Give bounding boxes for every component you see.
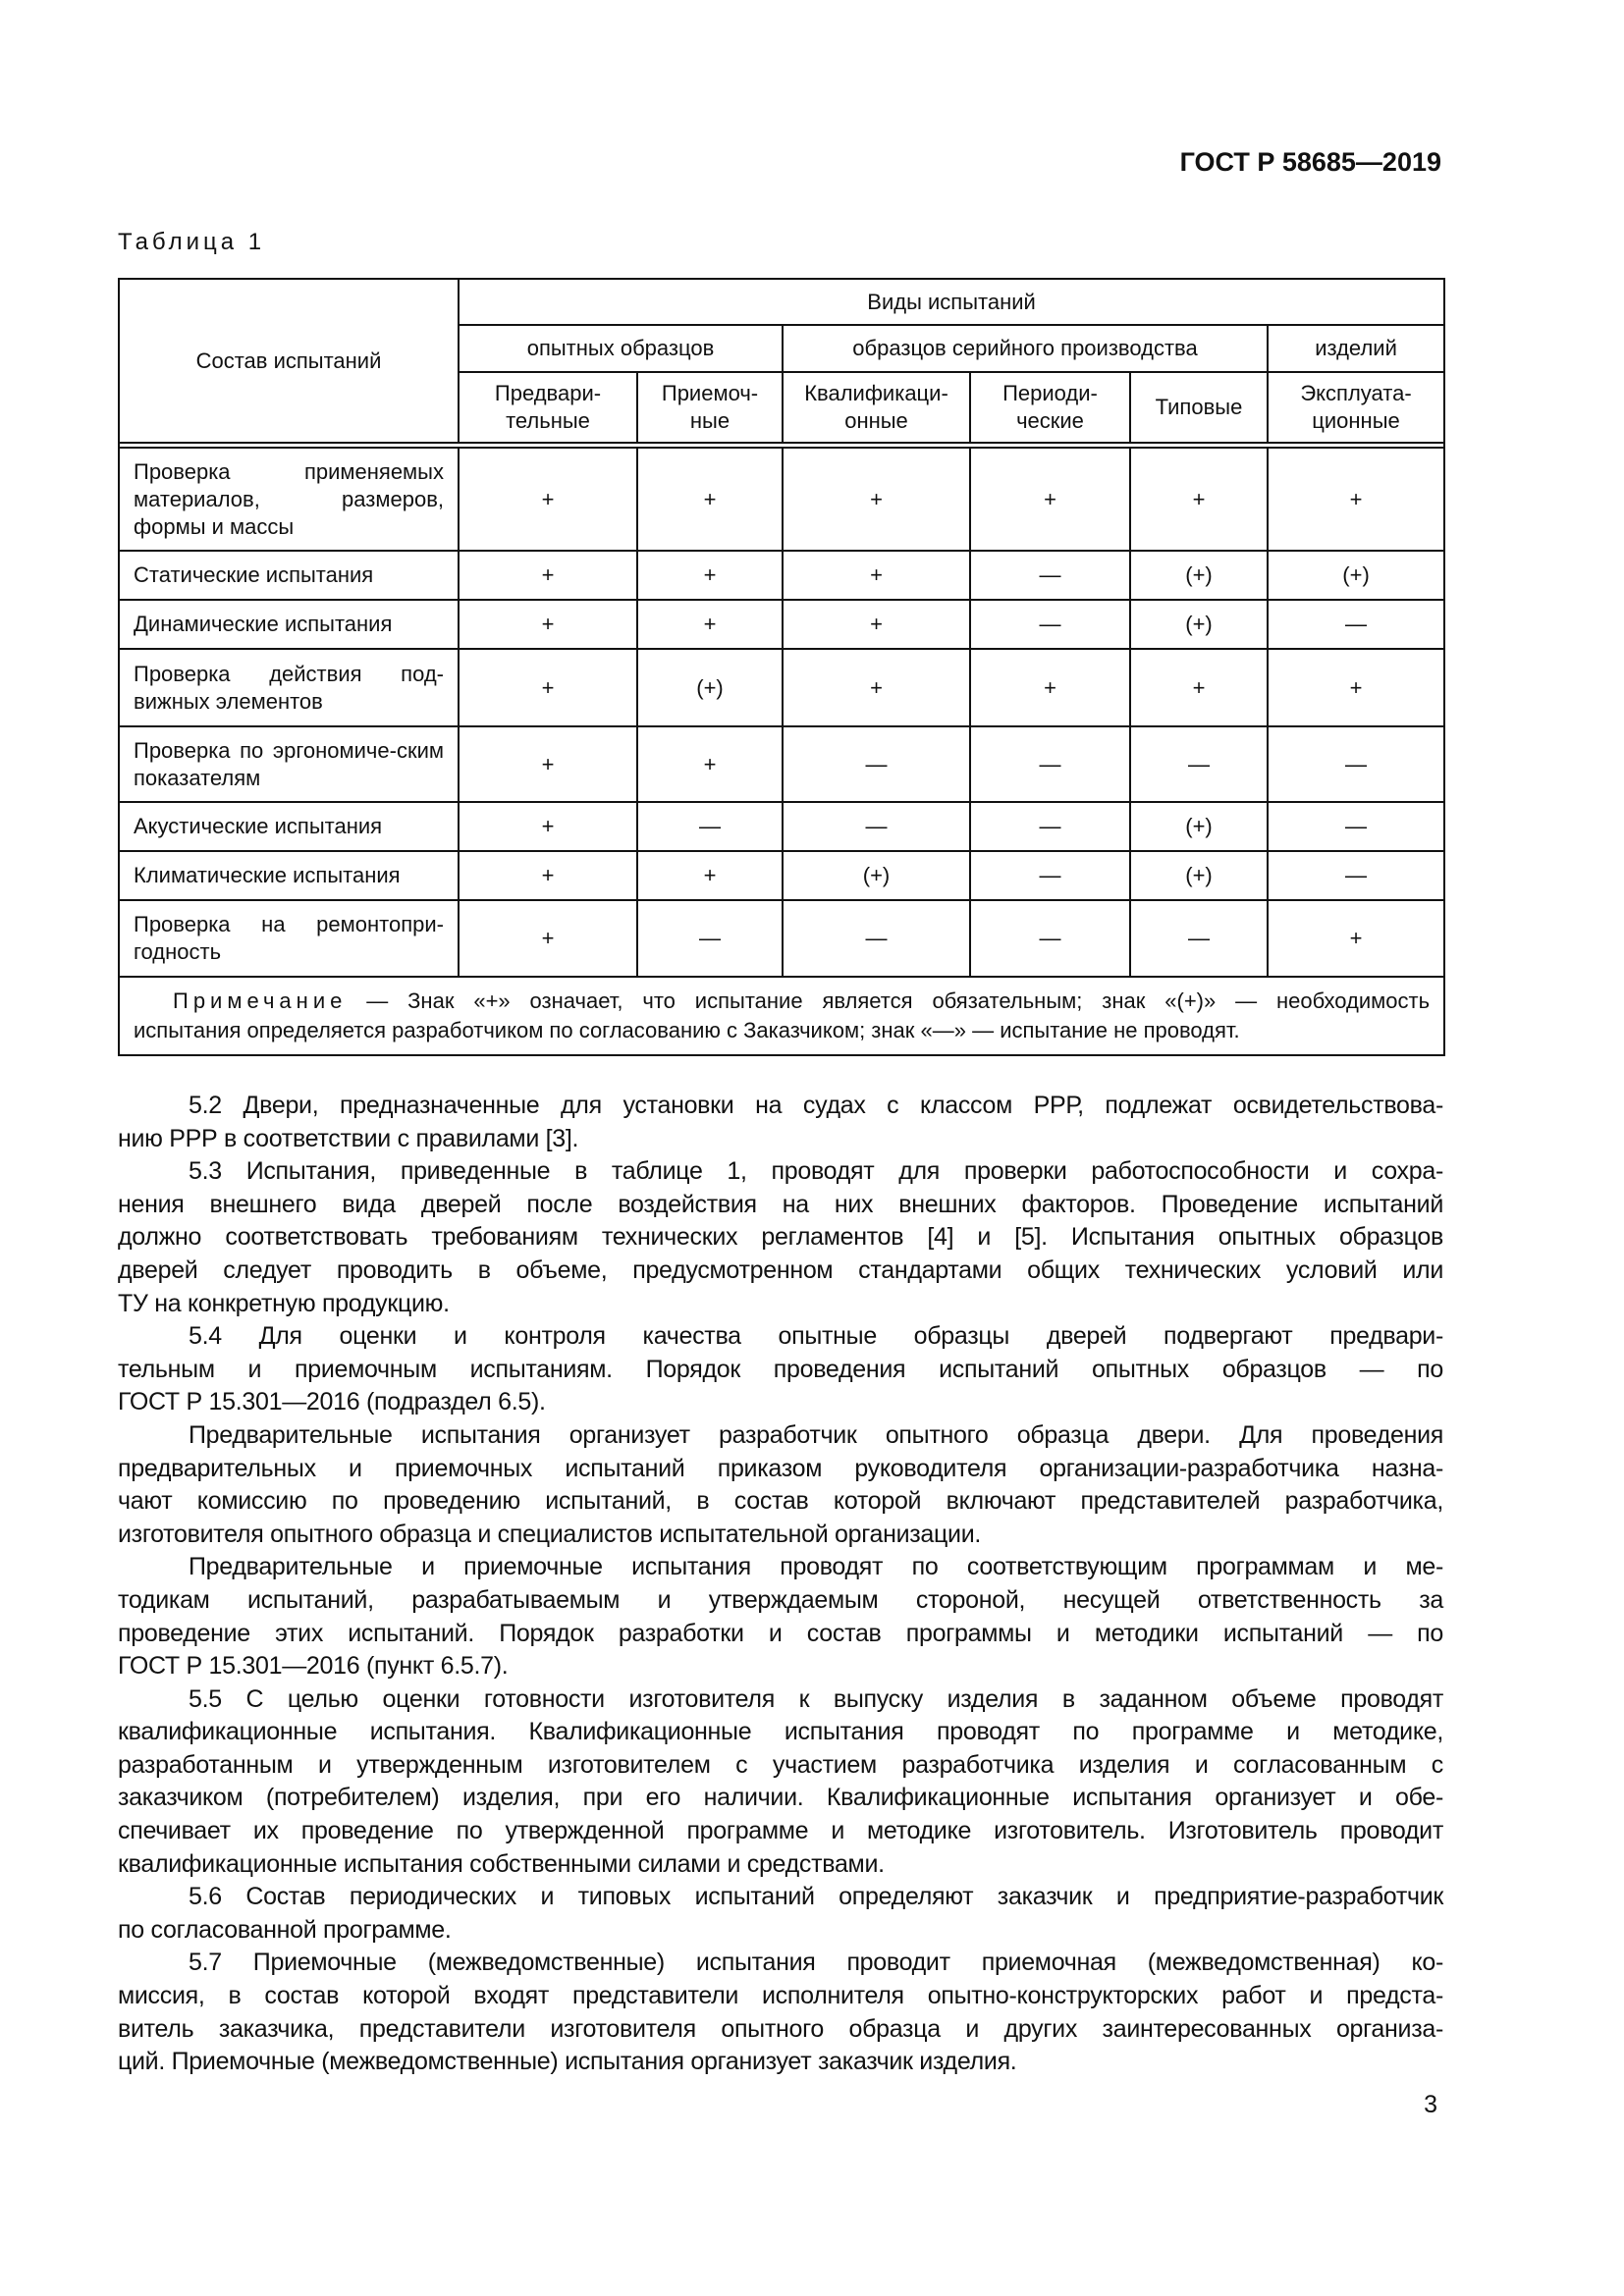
note-row bbox=[119, 977, 1444, 1055]
column-header: Эксплуата- ционные bbox=[1268, 372, 1444, 443]
test-mark: + bbox=[1268, 649, 1444, 726]
paragraph-line: проведение этих испытаний. Порядок разработки и состав программы и методики испытаний — по bbox=[118, 1619, 1443, 1647]
note-line-2: испытания определяется разработчиком по согласованию с Заказчиком; знак «—» — испытание не проводят. bbox=[134, 1018, 1240, 1042]
test-mark: — bbox=[970, 900, 1130, 977]
paragraph-line: миссия, в состав которой входят представители исполнителя опытно-конструкторских работ и предста- bbox=[118, 1982, 1443, 2010]
paragraph-line: квалификационные испытания собственными силами и средствами. bbox=[118, 1849, 885, 1878]
test-mark: — bbox=[783, 802, 970, 851]
test-mark: — bbox=[970, 600, 1130, 649]
test-mark: + bbox=[783, 649, 970, 726]
test-mark: (+) bbox=[1130, 551, 1268, 600]
test-mark: (+) bbox=[1130, 600, 1268, 649]
test-mark: + bbox=[1268, 900, 1444, 977]
test-mark: — bbox=[783, 726, 970, 802]
paragraph-line: 5.7 Приемочные (межведомственные) испытания проводит приемочная (межведомственная) ко- bbox=[189, 1949, 1443, 1977]
test-mark: — bbox=[1268, 600, 1444, 649]
test-name: Проверка действия под-вижных элементов bbox=[119, 649, 459, 726]
table-row bbox=[119, 900, 1444, 977]
body-text bbox=[118, 1090, 1443, 2079]
tests-table bbox=[118, 278, 1445, 1056]
paragraph-line: 5.5 С целью оценки готовности изготовителя к выпуску изделия в заданном объеме проводят bbox=[189, 1684, 1443, 1713]
paragraph bbox=[118, 1320, 1443, 1419]
paragraph-line: витель заказчика, представители изготовителя опытного образца и других заинтересованных организа- bbox=[118, 2014, 1443, 2043]
note-label: Примечание bbox=[173, 988, 348, 1013]
table-note bbox=[119, 977, 1444, 1055]
column-header: Периоди- ческие bbox=[970, 372, 1130, 443]
test-mark: — bbox=[637, 802, 783, 851]
test-mark: + bbox=[1130, 448, 1268, 551]
test-mark: + bbox=[783, 551, 970, 600]
table-row bbox=[119, 851, 1444, 900]
paragraph-line: изготовителя опытного образца и специалистов испытательной организации. bbox=[118, 1520, 982, 1548]
paragraph-line: спечивает их проведение по утвержденной программе и методике изготовитель. Изготовитель проводит bbox=[118, 1817, 1443, 1845]
column-header: Квалификаци- онные bbox=[783, 372, 970, 443]
test-mark: — bbox=[970, 851, 1130, 900]
paragraph-line: предварительных и приемочных испытаний приказом руководителя организации-разработчика назна- bbox=[118, 1454, 1443, 1482]
paragraph bbox=[118, 1155, 1443, 1320]
test-mark: — bbox=[1130, 900, 1268, 977]
paragraph bbox=[118, 1551, 1443, 1682]
paragraph-line: должно соответствовать требованиям технических регламентов [4] и [5]. Испытания опытных образцов bbox=[118, 1223, 1443, 1252]
table-row bbox=[119, 551, 1444, 600]
table-row bbox=[119, 448, 1444, 551]
test-mark: + bbox=[970, 649, 1130, 726]
test-mark: — bbox=[637, 900, 783, 977]
table-caption: Таблица 1 bbox=[118, 229, 266, 255]
paragraph-line: нию РРР в соответствии с правилами [3]. bbox=[118, 1124, 579, 1152]
column-header: Приемоч- ные bbox=[637, 372, 783, 443]
test-name: Климатические испытания bbox=[119, 851, 459, 900]
paragraph-line: 5.3 Испытания, приведенные в таблице 1, проводят для проверки работоспособности и сохра- bbox=[189, 1157, 1443, 1186]
test-mark: + bbox=[459, 900, 637, 977]
paragraph-line: тодикам испытаний, разрабатываемым и утверждаемым стороной, несущей ответственность за bbox=[118, 1585, 1443, 1614]
table-row bbox=[119, 600, 1444, 649]
paragraph bbox=[118, 1419, 1443, 1551]
test-mark: + bbox=[459, 802, 637, 851]
test-mark: (+) bbox=[1268, 551, 1444, 600]
test-name: Проверка на ремонтопри-годность bbox=[119, 900, 459, 977]
test-mark: — bbox=[783, 900, 970, 977]
paragraph-line: ТУ на конкретную продукцию. bbox=[118, 1289, 450, 1317]
test-mark: + bbox=[970, 448, 1130, 551]
test-mark: + bbox=[459, 851, 637, 900]
document-code: ГОСТ Р 58685—2019 bbox=[1179, 147, 1441, 177]
test-mark: + bbox=[1268, 448, 1444, 551]
paragraph-line: разработанным и утвержденным изготовителем с участием разработчика изделия и согласованным с bbox=[118, 1750, 1443, 1779]
test-mark: + bbox=[783, 600, 970, 649]
test-name: Проверка по эргономиче-ским показателям bbox=[119, 726, 459, 802]
paragraph bbox=[118, 1881, 1443, 1947]
table-row bbox=[119, 802, 1444, 851]
test-mark: — bbox=[970, 551, 1130, 600]
table-row bbox=[119, 649, 1444, 726]
test-mark: — bbox=[970, 802, 1130, 851]
test-mark: + bbox=[1130, 649, 1268, 726]
paragraph-line: нения внешнего вида дверей после воздействия на них внешних факторов. Проведение испытаний bbox=[118, 1190, 1443, 1218]
note-line-1 bbox=[134, 987, 1430, 1016]
test-mark: (+) bbox=[1130, 802, 1268, 851]
test-name: Статические испытания bbox=[119, 551, 459, 600]
test-mark: + bbox=[459, 551, 637, 600]
paragraph-line: квалификационные испытания. Квалификационные испытания проводят по программе и методике, bbox=[118, 1718, 1443, 1746]
header-composition: Состав испытаний bbox=[119, 279, 459, 443]
test-mark: — bbox=[1268, 802, 1444, 851]
test-name: Динамические испытания bbox=[119, 600, 459, 649]
test-mark: (+) bbox=[1130, 851, 1268, 900]
note-text-1: — Знак «+» означает, что испытание является обязательным; знак «(+)» — необходимость bbox=[366, 988, 1431, 1013]
paragraph-line: дверей следует проводить в объеме, предусмотренном стандартами общих технических условий или bbox=[118, 1255, 1443, 1284]
paragraph-line: ГОСТ Р 15.301—2016 (пункт 6.5.7). bbox=[118, 1652, 509, 1681]
test-name: Акустические испытания bbox=[119, 802, 459, 851]
paragraph-line: 5.6 Состав периодических и типовых испытаний определяют заказчик и предприятие-разработчик bbox=[189, 1883, 1443, 1911]
test-mark: + bbox=[459, 726, 637, 802]
column-header: Предвари- тельные bbox=[459, 372, 637, 443]
test-name: Проверка применяемых материалов, размеров, формы и массы bbox=[119, 448, 459, 551]
header-group-prototypes: опытных образцов bbox=[459, 325, 783, 372]
test-mark: (+) bbox=[783, 851, 970, 900]
test-mark: + bbox=[459, 600, 637, 649]
test-mark: — bbox=[1268, 726, 1444, 802]
paragraph-line: ГОСТ Р 15.301—2016 (подраздел 6.5). bbox=[118, 1388, 546, 1416]
paragraph-line: тельным и приемочным испытаниям. Порядок проведения испытаний опытных образцов — по bbox=[118, 1355, 1443, 1383]
test-mark: — bbox=[1268, 851, 1444, 900]
test-mark: + bbox=[459, 448, 637, 551]
paragraph-line: заказчиком (потребителем) изделия, при его наличии. Квалификационные испытания организует и обе- bbox=[118, 1784, 1443, 1812]
test-mark: (+) bbox=[637, 649, 783, 726]
test-mark: + bbox=[637, 551, 783, 600]
paragraph-line: Предварительные испытания организует разработчик опытного образца двери. Для проведения bbox=[189, 1420, 1443, 1449]
paragraph-line: 5.2 Двери, предназначенные для установки на судах с классом РРР, подлежат освидетельствова- bbox=[189, 1092, 1443, 1119]
paragraph-line: по согласованной программе. bbox=[118, 1915, 452, 1944]
paragraph bbox=[118, 1683, 1443, 1882]
paragraph-line: чают комиссию по проведению испытаний, в состав которой включают представителей разработчика, bbox=[118, 1487, 1443, 1516]
test-mark: — bbox=[1130, 726, 1268, 802]
table-row bbox=[119, 726, 1444, 802]
page-number: 3 bbox=[1424, 2091, 1437, 2118]
paragraph-line: Предварительные и приемочные испытания проводят по соответствующим программам и ме- bbox=[189, 1553, 1443, 1581]
paragraph bbox=[118, 1947, 1443, 2078]
header-test-kinds: Виды испытаний bbox=[459, 279, 1444, 325]
test-mark: — bbox=[970, 726, 1130, 802]
paragraph-line: ций. Приемочные (межведомственные) испытания организует заказчик изделия. bbox=[118, 2048, 1017, 2076]
column-header: Типовые bbox=[1130, 372, 1268, 443]
paragraph-line: 5.4 Для оценки и контроля качества опытные образцы дверей подвергают предвари- bbox=[189, 1322, 1443, 1351]
test-mark: + bbox=[637, 851, 783, 900]
header-group-products: изделий bbox=[1268, 325, 1444, 372]
test-mark: + bbox=[637, 726, 783, 802]
test-mark: + bbox=[637, 448, 783, 551]
test-mark: + bbox=[783, 448, 970, 551]
paragraph bbox=[118, 1090, 1443, 1155]
test-mark: + bbox=[637, 600, 783, 649]
test-mark: + bbox=[459, 649, 637, 726]
header-group-serial: образцов серийного производства bbox=[783, 325, 1268, 372]
